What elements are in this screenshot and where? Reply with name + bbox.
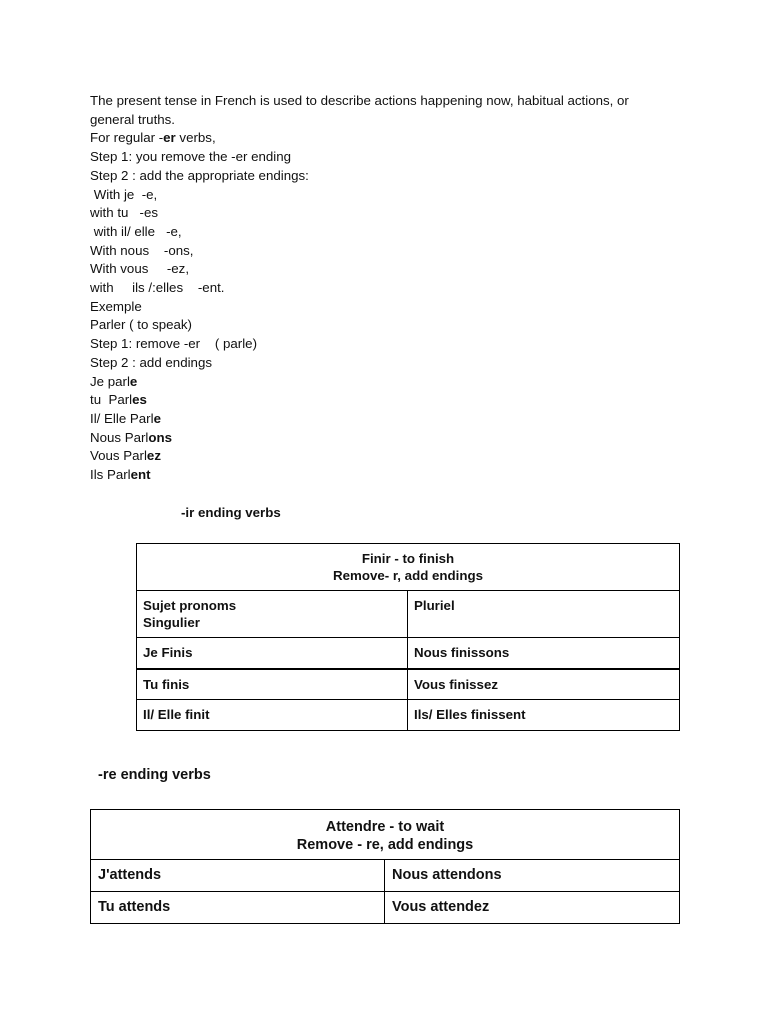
example-step-1: Step 1: remove -er ( parle) — [90, 336, 258, 352]
re-title-line-2: Remove - re, add endings — [296, 837, 474, 853]
conjugation-ending: e — [153, 410, 161, 426]
conjugation-ending: e — [129, 373, 138, 389]
regular-bold: er — [163, 130, 176, 146]
ir-singular-cell: Tu finis — [137, 669, 408, 700]
re-singular-cell: J'attends — [91, 860, 385, 892]
table-row — [91, 860, 680, 892]
ending-il-elle: with il/ elle -e, — [90, 223, 182, 239]
conjugation-ending: es — [132, 392, 147, 408]
ending-vous: With vous -ez, — [90, 261, 190, 277]
step-2-line: Step 2 : add the appropriate endings: — [90, 167, 309, 183]
conjugation-vous — [90, 447, 670, 466]
conjugation-je — [90, 373, 670, 392]
conjugation-stem: Je parl — [90, 373, 130, 389]
re-plural-cell: Vous attendez — [385, 892, 680, 924]
intro-paragraph: The present tense in French is used to describe actions happening now, habitual actions, or general truths. — [90, 93, 629, 127]
ir-singular-cell: Je Finis — [137, 638, 408, 669]
table-row — [137, 700, 680, 731]
re-table-title — [91, 810, 680, 860]
ir-header-plural: Pluriel — [408, 591, 680, 638]
ir-singular-cell: Il/ Elle finit — [137, 700, 408, 731]
conjugation-stem: tu Parl — [90, 392, 133, 408]
conjugation-tu — [90, 391, 670, 410]
conjugation-ending: ons — [148, 429, 173, 445]
conjugation-nous — [90, 429, 670, 448]
table-row — [137, 638, 680, 669]
conjugation-stem: Nous Parl — [90, 429, 149, 445]
ending-tu: with tu -es — [90, 205, 158, 221]
example-label: Exemple — [90, 298, 142, 314]
regular-prefix: For regular - — [90, 130, 164, 146]
ir-verbs-heading: -ir ending verbs — [181, 505, 281, 520]
conjugation-stem: Vous Parl — [90, 448, 147, 464]
ending-je: With je -e, — [90, 186, 158, 202]
ir-verbs-table — [136, 543, 680, 731]
re-verbs-table — [90, 809, 680, 924]
table-header-row — [137, 591, 680, 638]
conjugation-ending: ent — [130, 467, 151, 483]
table-row — [91, 892, 680, 924]
conjugation-stem: Il/ Elle Parl — [90, 410, 154, 426]
example-verb: Parler ( to speak) — [90, 317, 192, 333]
step-1-line: Step 1: you remove the -er ending — [90, 149, 292, 165]
table-row — [137, 669, 680, 700]
ending-ils-elles: with ils /:elles -ent. — [90, 280, 225, 296]
ir-title-line-2: Remove- r, add endings — [333, 568, 483, 583]
ir-header-line-1: Sujet pronoms — [143, 598, 237, 613]
ir-title-line-1: Finir - to finish — [361, 551, 455, 566]
ir-header-line-2: Singulier — [143, 615, 200, 630]
conjugation-ils — [90, 466, 670, 485]
ir-header-singular — [137, 591, 408, 638]
ir-table-title — [137, 544, 680, 591]
re-singular-cell: Tu attends — [91, 892, 385, 924]
regular-verbs-line — [90, 129, 670, 148]
table-title-row — [91, 810, 680, 860]
ir-plural-cell: Ils/ Elles finissent — [408, 700, 680, 731]
ir-plural-cell: Nous finissons — [408, 638, 680, 669]
regular-suffix: verbs, — [175, 130, 216, 146]
conjugation-stem: Ils Parl — [90, 467, 131, 483]
conjugation-ending: ez — [146, 448, 161, 464]
re-title-line-1: Attendre - to wait — [325, 819, 445, 835]
intro-text — [90, 92, 670, 485]
ir-plural-cell: Vous finissez — [408, 669, 680, 700]
table-title-row — [137, 544, 680, 591]
example-step-2: Step 2 : add endings — [90, 354, 212, 370]
ending-nous: With nous -ons, — [90, 242, 194, 258]
re-verbs-heading: -re ending verbs — [98, 767, 211, 783]
re-plural-cell: Nous attendons — [385, 860, 680, 892]
conjugation-il-elle — [90, 410, 670, 429]
